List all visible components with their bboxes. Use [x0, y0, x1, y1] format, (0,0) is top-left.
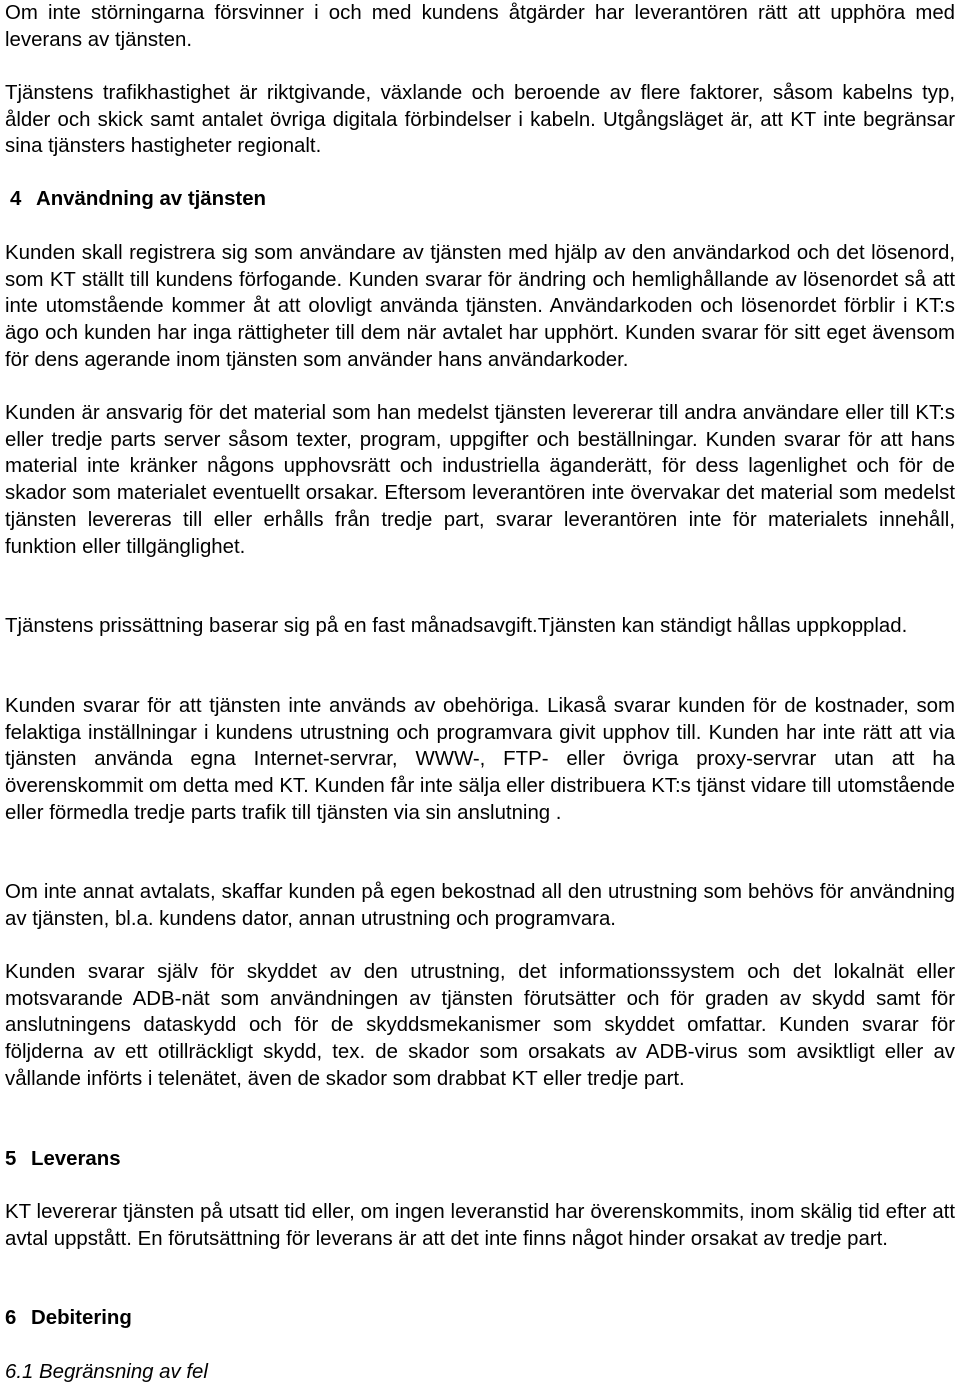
section-heading-4 — [10, 186, 960, 213]
section-number: 5 — [5, 1148, 17, 1170]
paragraph-text: Kunden svarar själv för skyddet av den utrustning, det informationssystem och det lokalnät eller motsvarande ADB-nät som användningen av tjänsten förutsätter och för graden av skydd samt för anslutningens dataskydd och för de skyddsmekanismer som skyddet omfattar. Kunden svarar för följderna av ett otillräckligt skydd, tex. de skador som orsakats av ADB-virus som avsiktligt eller av vållande införts i telenätet, även de skador som drabbat KT eller tredje part. — [5, 961, 955, 1090]
paragraph-traffic-speed — [5, 80, 955, 160]
section-heading-6 — [5, 1305, 955, 1332]
paragraph-text: Kunden är ansvarig för det material som han medelst tjänsten levererar till andra användare eller till KT:s eller tredje parts server såsom texter, program, uppgifter och beställningar. Kunden svarar för att hans material inte kränker någons upphovsrätt och industriella äganderätt, för dess lagenlighet och för de skador som materialet eventuellt orsakar. Eftersom leverantören inte övervakar det material som medelst tjänsten levereras till eller erhålls från tredje part, svarar leverantören inte för materialets innehåll, funktion eller tillgänglighet. — [5, 402, 955, 558]
section-number: 4 — [10, 188, 22, 210]
section-title — [5, 1305, 955, 1332]
section-title-text: Leverans — [31, 1148, 121, 1170]
paragraph-unauthorized-use — [5, 693, 955, 827]
section-title-text: Användning av tjänsten — [36, 188, 266, 210]
paragraph-text: KT levererar tjänsten på utsatt tid eller, om ingen leveranstid har överenskommits, inom skälig tid efter att avtal uppstått. En förutsättning för leverans är att det inte finns något hinder orsakat av tredje part. — [5, 1201, 955, 1250]
subsection-heading-6-1 — [5, 1359, 955, 1386]
paragraph-text: Om inte störningarna försvinner i och med kundens åtgärder har leverantören rätt att upphöra med leverans av tjänsten. — [5, 2, 955, 51]
paragraph-material-responsibility — [5, 400, 955, 560]
paragraph-equipment — [5, 879, 955, 932]
paragraph-pricing — [5, 613, 955, 640]
section-title-text: Debitering — [31, 1307, 132, 1329]
paragraph-text: Om inte annat avtalats, skaffar kunden på egen bekostnad all den utrustning som behövs för användning av tjänsten, bl.a. kundens dator, annan utrustning och programvara. — [5, 881, 955, 930]
paragraph-text: Tjänstens prissättning baserar sig på en fast månadsavgift.Tjänsten kan ständigt hållas uppkopplad. — [5, 615, 908, 637]
section-number: 6 — [5, 1307, 17, 1329]
paragraph-disturbances — [5, 0, 955, 53]
paragraph-registration — [5, 240, 955, 374]
section-title — [10, 186, 960, 213]
section-heading-5 — [5, 1146, 955, 1173]
paragraph-text: Kunden svarar för att tjänsten inte används av obehöriga. Likaså svarar kunden för de kostnader, som felaktiga inställningar i kundens utrustning och programvara givit upphov till. Kunden har inte rätt att via tjänsten använda egna Internet-servrar, WWW-, FTP- eller övriga proxy-servrar utan att ha överenskommit om detta med KT. Kunden får inte sälja eller distribuera KT:s tjänst vidare till utomstående eller förmedla tredje parts trafik till tjänsten via sin anslutning . — [5, 695, 955, 824]
subsection-title: 6.1 Begränsning av fel — [5, 1361, 208, 1383]
paragraph-protection — [5, 959, 955, 1093]
paragraph-text: Kunden skall registrera sig som användare av tjänsten med hjälp av den användarkod och det lösenord, som KT ställt till kundens förfogande. Kunden svarar för ändring och hemlighållande av lösenordet så att inte utomstående kommer åt att olovligt använda tjänsten. Användarkoden och lösenordet förblir i KT:s ägo och kunden har inga rättigheter till dem när avtalet har upphört. Kunden svarar för sitt eget ävensom för dens agerande inom tjänsten som använder hans användarkoder. — [5, 242, 955, 371]
section-title — [5, 1146, 955, 1173]
paragraph-text: Tjänstens trafikhastighet är riktgivande, växlande och beroende av flere faktorer, såsom kabelns typ, ålder och skick samt antalet övriga digitala förbindelser i kabeln. Utgångsläget är, att KT inte begränsar sina tjänsters hastigheter regionalt. — [5, 82, 955, 158]
paragraph-delivery — [5, 1199, 955, 1252]
